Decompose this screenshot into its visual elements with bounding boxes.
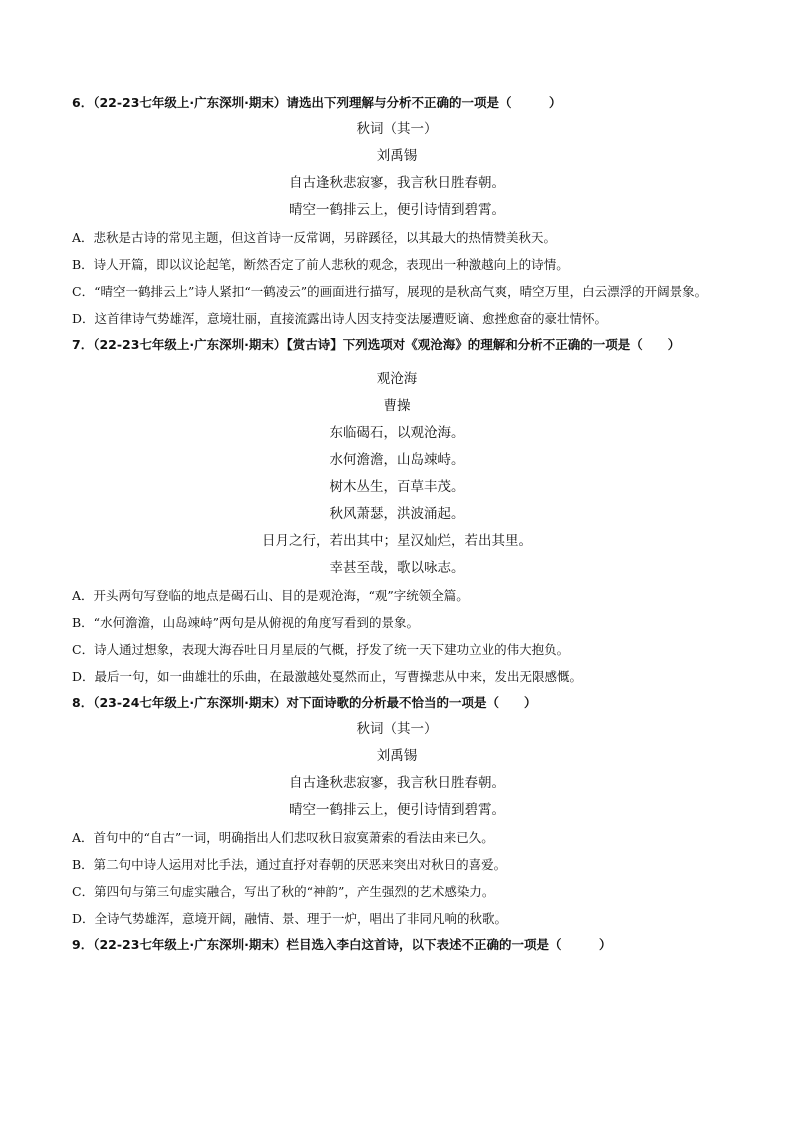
question-7-heading	[72, 332, 722, 358]
question-source: （22-23七年级上·广东深圳·期末）	[93, 95, 287, 110]
poem-line: 晴空一鹤排云上，便引诗情到碧霄。	[289, 202, 505, 218]
poem-author: 曹操	[383, 398, 411, 414]
document-page	[72, 93, 722, 958]
option-d: D．这首律诗气势雄浑，意境壮丽，直接流露出诗人因支持变法屡遭贬谪、愈挫愈奋的豪壮情怀。	[72, 311, 608, 326]
poem-title: 观沧海	[376, 371, 418, 387]
question-source: （22-23七年级上·广东深圳·期末）	[93, 937, 287, 952]
poem-line: 幸甚至哉，歌以咏志。	[329, 560, 465, 576]
option-c: C．“晴空一鹤排云上”诗人紧扣“一鹤凌云”的画面进行描写，展现的是秋高气爽，晴空万里，白云漂浮的开阔景象。	[72, 284, 708, 299]
question-stem: 栏目选入李白这首诗，以下表述不正确的一项是（ ）	[286, 937, 612, 952]
poem-author: 刘禹锡	[376, 148, 418, 164]
poem-line: 东临碣石，以观沧海。	[329, 425, 465, 441]
question-number: 6．	[72, 95, 94, 110]
question-source: （23-24七年级上·广东深圳·期末）	[93, 695, 287, 710]
option-b: B．诗人开篇，即以议论起笔，断然否定了前人悲秋的观念，表现出一种激越向上的诗情。	[72, 257, 569, 272]
question-source: （22-23七年级上·广东深圳·期末）	[93, 337, 287, 352]
option-a: A．悲秋是古诗的常见主题，但这首诗一反常调，另辟蹊径，以其最大的热情赞美秋天。	[72, 230, 557, 245]
question-stem: 【赏古诗】下列选项对《观沧海》的理解和分析不正确的一项是（ ）	[286, 337, 681, 352]
question-6-heading	[72, 93, 722, 112]
poem-block	[72, 716, 722, 824]
question-number: 8．	[72, 695, 94, 710]
question-number: 9．	[72, 937, 94, 952]
poem-title: 秋词（其一）	[356, 121, 438, 137]
poem-title: 秋词（其一）	[356, 721, 438, 737]
question-stem: 对下面诗歌的分析最不恰当的一项是（ ）	[286, 695, 537, 710]
option-a: A．首句中的“自古”一词，明确指出人们悲叹秋日寂寞萧索的看法由来已久。	[72, 830, 494, 845]
poem-line: 日月之行，若出其中；星汉灿烂，若出其里。	[262, 533, 532, 549]
question-number: 7．	[72, 337, 94, 352]
option-b: B．第二句中诗人运用对比手法，通过直抒对春朝的厌恶来突出对秋日的喜爱。	[72, 857, 507, 872]
poem-line: 水何澹澹，山岛竦峙。	[329, 452, 465, 468]
question-9-heading	[72, 932, 722, 958]
option-c: C．诗人通过想象，表现大海吞吐日月星辰的气概，抒发了统一天下建功立业的伟大抱负。	[72, 642, 570, 657]
option-a: A．开头两句写登临的地点是碣石山、目的是观沧海，“观”字统领全篇。	[72, 588, 469, 603]
option-d: D．最后一句，如一曲雄壮的乐曲，在最激越处戛然而止，写曹操悲从中来，发出无限感慨。	[72, 669, 583, 684]
option-b: B．“水何澹澹，山岛竦峙”两句是从俯视的角度写看到的景象。	[72, 615, 419, 630]
question-stem: 请选出下列理解与分析不正确的一项是（ ）	[286, 95, 562, 110]
poem-line: 晴空一鹤排云上，便引诗情到碧霄。	[289, 802, 505, 818]
option-c: C．第四句与第三句虚实融合，写出了秋的“神韵”，产生强烈的艺术感染力。	[72, 884, 495, 899]
poem-line: 树木丛生，百草丰茂。	[329, 479, 465, 495]
poem-line: 自古逢秋悲寂寥，我言秋日胜春朝。	[289, 175, 505, 191]
poem-block	[72, 366, 722, 582]
option-d: D．全诗气势雄浑，意境开阔，融情、景、理于一炉，唱出了非同凡响的秋歌。	[72, 911, 508, 926]
question-8-heading	[72, 690, 722, 716]
poem-author: 刘禹锡	[376, 748, 418, 764]
poem-line: 秋风萧瑟，洪波涌起。	[329, 506, 465, 522]
poem-block	[72, 116, 722, 224]
poem-line: 自古逢秋悲寂寥，我言秋日胜春朝。	[289, 775, 505, 791]
